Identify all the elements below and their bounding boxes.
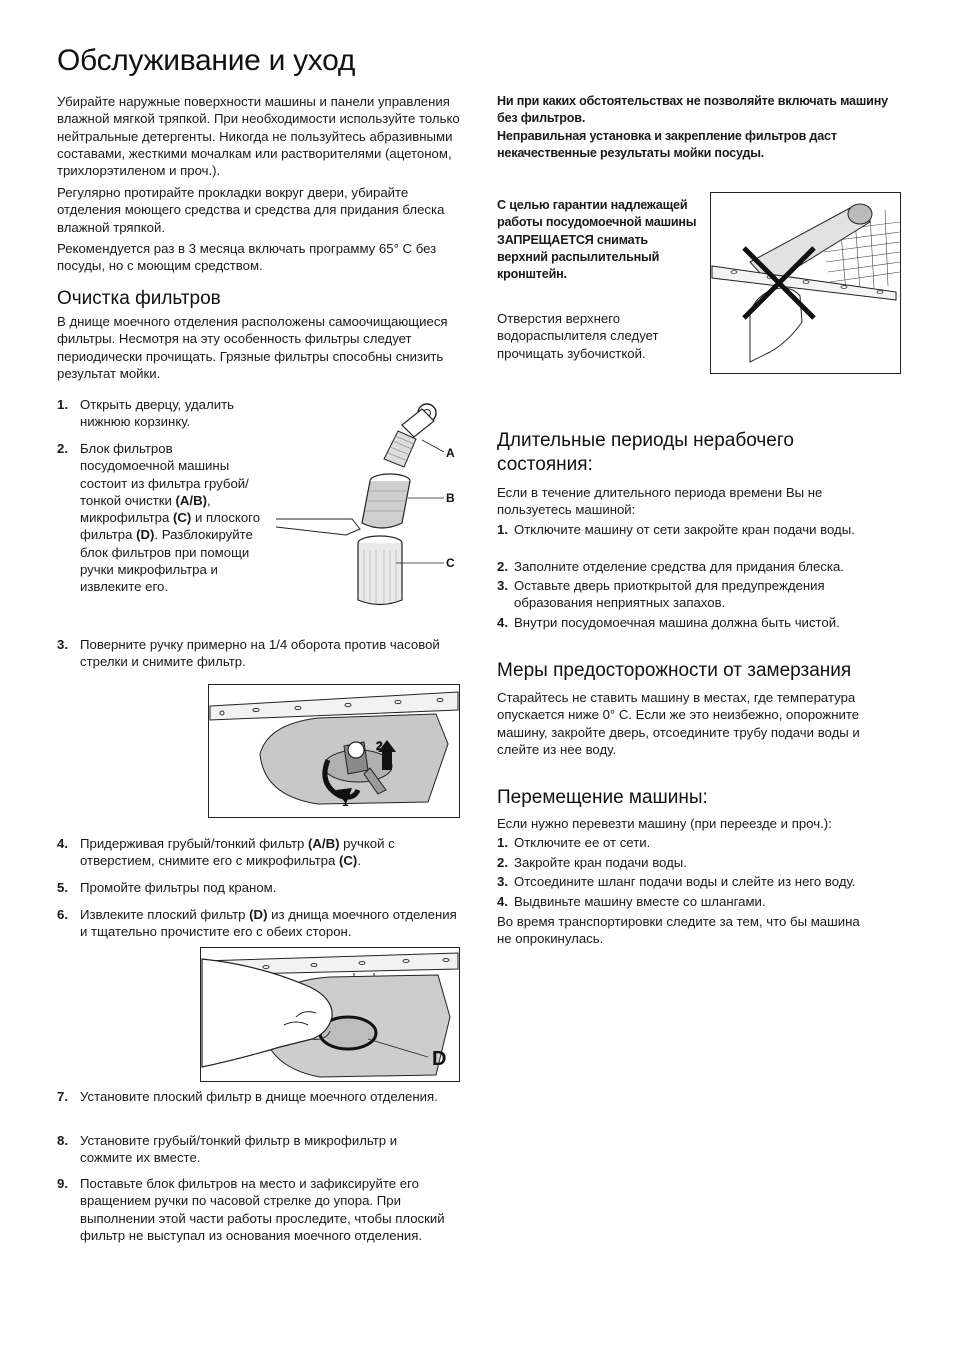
intro-paragraph-1: Убирайте наружные поверхности машины и панели управления влажной мягкой тряпкой. При необходимости используйте только нейтральные детергенты. Никогда не пользуйтесь абразивными составами, жесткими мочалкам или растворителями (ацетоном, трихлорэтиленом и проч.).	[57, 94, 460, 179]
step-9-text: Поставьте блок фильтров на место и зафиксируйте его вращением ручки по часовой стрелке до упора. При выполнении этой части работы проследите, чтобы плоский фильтр не выступал из основания моечного отделения.	[80, 1176, 445, 1243]
label-c: C	[446, 556, 455, 570]
idle-item-number: 1.	[497, 522, 508, 537]
move-heading: Перемещение машины:	[497, 787, 708, 808]
move-item-number: 2.	[497, 855, 508, 870]
flat-filter-diagram	[200, 947, 460, 1082]
step-number: 9.	[57, 1176, 68, 1191]
step-4-text: Придерживая грубый/тонкий фильтр (A/B) ручкой с отверстием, снимите его с микрофильтра (C).	[80, 836, 395, 869]
page-title: Обслуживание и уход	[57, 44, 356, 77]
idle-intro: Если в течение длительного периода времени Вы не пользуетесь машиной:	[497, 485, 823, 518]
arrow-label-1: 1	[342, 795, 349, 809]
idle-item-number: 4.	[497, 615, 508, 630]
move-item-number: 3.	[497, 874, 508, 889]
intro-paragraph-2: Регулярно протирайте прокладки вокруг двери, убирайте отделения моющего средства и средства для придания блеска влажной тряпкой.	[57, 185, 445, 235]
idle-item-number: 3.	[497, 578, 508, 593]
step-number: 5.	[57, 880, 68, 895]
step-6-text: Извлеките плоский фильтр (D) из днища моечного отделения и тщательно прочистите его с обеих сторон.	[80, 907, 457, 940]
frost-text: Старайтесь не ставить машину в местах, где температура опускается ниже 0° С. Если же это неизбежно, опорожните машину, закройте дверь, отсоедините трубу подачи воды и слейте из нее воду.	[497, 690, 860, 757]
step-number: 4.	[57, 836, 68, 851]
filter-assembly-diagram	[272, 395, 462, 610]
step-1-text: Открыть дверцу, удалить нижнюю корзинку.	[80, 397, 234, 430]
step-8-text: Установите грубый/тонкий фильтр в микрофильтр и сожмите их вместе.	[80, 1133, 398, 1166]
move-outro: Во время транспортировки следите за тем, что бы машина не опрокинулась.	[497, 914, 860, 947]
move-item-number: 4.	[497, 894, 508, 909]
filters-heading: Очистка фильтров	[57, 288, 221, 309]
spray-arm-note: Отверстия верхнего водораспылителя следует прочищать зубочисткой.	[497, 311, 659, 361]
step-5-text: Промойте фильтры под краном.	[80, 880, 277, 895]
step-7-text: Установите плоский фильтр в днище моечного отделения.	[80, 1089, 438, 1104]
move-item-text: Отключите ее от сети.	[514, 835, 651, 850]
idle-item-text: Внутри посудомоечная машина должна быть чистой.	[514, 615, 840, 630]
idle-item-text: Заполните отделение средства для придания блеска.	[514, 559, 844, 574]
label-a: A	[446, 446, 455, 460]
idle-item-number: 2.	[497, 559, 508, 574]
step-number: 1.	[57, 397, 68, 412]
step-number: 8.	[57, 1133, 68, 1148]
arrow-label-2: 2	[376, 739, 383, 753]
step-number: 6.	[57, 907, 68, 922]
warning-no-filters: Ни при каких обстоятельствах не позволяйте включать машину без фильтров.	[497, 94, 888, 126]
idle-heading: Длительные периоды нерабочего состояния:	[497, 430, 794, 475]
step-number: 2.	[57, 441, 68, 456]
step-number: 7.	[57, 1089, 68, 1104]
label-b: B	[446, 491, 455, 505]
step-2-text: Блок фильтров посудомоечной машины состоит из фильтра грубой/тонкой очистки (A/B), микрофильтра (C) и плоского фильтра (D). Разблокируйте блок фильтров при помощи ручки микрофильтра и извлеките его.	[80, 441, 261, 595]
move-item-number: 1.	[497, 835, 508, 850]
frost-heading: Меры предосторожности от замерзания	[497, 660, 852, 681]
idle-item-text: Оставьте дверь приоткрытой для предупреждения образования неприятных запахов.	[514, 578, 825, 611]
move-item-text: Закройте кран подачи воды.	[514, 855, 687, 870]
spray-arm-warning: С целью гарантии надлежащей работы посудомоечной машины ЗАПРЕЩАЕТСЯ снимать верхний распылительный кронштейн.	[497, 198, 697, 282]
spray-arm-diagram	[710, 192, 901, 374]
filters-intro: В днище моечного отделения расположены самоочищающиеся фильтры. Несмотря на эту особенность фильтры следует периодически прочищать. Грязные фильтры способны снизить результат мойки.	[57, 314, 448, 381]
move-intro: Если нужно перевезти машину (при переезде и проч.):	[497, 816, 832, 831]
warning-installation: Неправильная установка и закрепление фильтров даст некачественные результаты мойки посуды.	[497, 129, 837, 161]
step-3-text: Поверните ручку примерно на 1/4 оборота против часовой стрелки и снимите фильтр.	[80, 637, 440, 670]
step-number: 3.	[57, 637, 68, 652]
move-item-text: Отсоедините шланг подачи воды и слейте из него воду.	[514, 874, 856, 889]
label-d: D	[432, 1048, 447, 1070]
move-item-text: Выдвиньте машину вместе со шлангами.	[514, 894, 766, 909]
rotate-filter-diagram	[208, 684, 460, 818]
idle-item-text: Отключите машину от сети закройте кран подачи воды.	[514, 522, 855, 537]
intro-paragraph-3: Рекомендуется раз в 3 месяца включать программу 65° С без посуды, но с моющим средством.	[57, 241, 437, 274]
